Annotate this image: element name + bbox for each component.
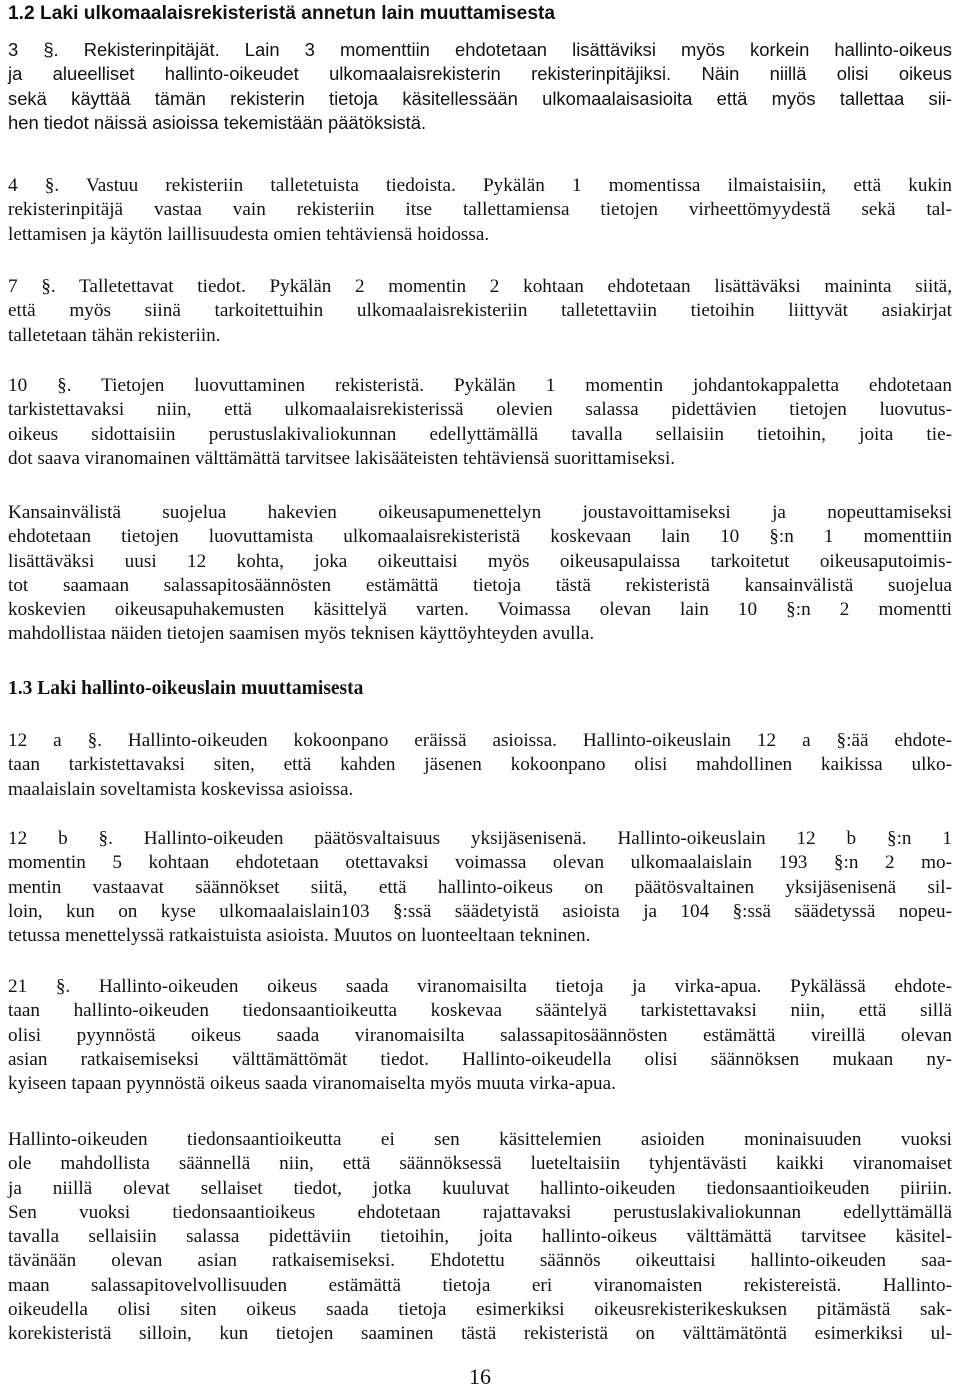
text-line: taan hallinto-oikeuden tiedonsaantioikeutta koskevaa sääntelyä tarkistettavaksi niin, että sillä (8, 1000, 952, 1022)
text-line: ehdotetaan tietojen luovuttamista ulkomaalaisrekisteristä koskevaan lain 10 §:n 1 momenttiin (8, 526, 952, 548)
text-line: 10 §. Tietojen luovuttaminen rekisteristä. Pykälän 1 momentin johdantokappaletta ehdotetaan (8, 375, 952, 396)
paragraph-4 (8, 174, 952, 247)
text-line: 4 §. Vastuu rekisteriin talletetuista tiedoista. Pykälän 1 momentissa ilmaistaisiin, että kukin (8, 175, 952, 196)
text-line: loin, kun on kyse ulkomaalaislain103 §:ssä säädetyistä asioista ja 104 §:ssä säädetyssä nopeu- (8, 900, 952, 922)
text-line: että myös siinä tarkoitettuihin ulkomaalaisrekisteriin talletettaviin tietoihin liittyvät asiakirjat (8, 300, 952, 322)
text-line: hen tiedot näissä asioissa tekemistään päätöksistä. (8, 111, 427, 133)
text-line: tarkistettavaksi niin, että ulkomaalaisrekisterissä olevien salassa pidettävien tietojen luovutus- (8, 399, 952, 421)
paragraph-10 (8, 374, 952, 471)
text-line: tetussa menettelyssä ratkaistuista asioista. Muutos on luonteeltaan tekninen. (8, 925, 591, 947)
text-line: olisi pyynnöstä oikeus saada viranomaisilta salassapitosäännösten estämättä vireillä olevan (8, 1024, 952, 1046)
text-line: sekä käyttää tämän rekisterin tietoja käsitellessään ulkomaalaisasioita että myös tallettaa sii- (8, 87, 952, 109)
page-number: 16 (469, 1364, 491, 1389)
text-line: ja alueelliset hallinto-oikeudet ulkomaalaisrekisterin rekisterinpitäjiksi. Näin niillä olisi oikeus (8, 63, 952, 85)
text-line: taan tarkistettavaksi siten, että kahden jäsenen kokoonpano olisi mahdollinen kaikissa ulko- (8, 754, 952, 776)
text-line: tavalla sellaisiin salassa pidettäviin tietoihin, joita hallinto-oikeus välttämättä tarvitsee käsitel- (8, 1226, 952, 1248)
text-line: maan salassapitovelvollisuuden estämättä tietoja eri viranomaisten rekistereistä. Hallinto- (8, 1274, 952, 1296)
text-line: asian ratkaisemiseksi välttämättömät tiedot. Hallinto-oikeudella olisi säännöksen mukaan ny- (8, 1048, 952, 1070)
section-heading-1-3: 1.3 Laki hallinto-oikeuslain muuttamisesta (8, 678, 364, 699)
paragraph-information-access (8, 1128, 952, 1347)
text-line: mahdollistaa näiden tietojen saamisen myös teknisen käyttöyhteyden avulla. (8, 623, 595, 645)
text-line: tävänään olevan asian ratkaisemiseksi. Ehdotettu säännös oikeuttaisi hallinto-oikeuden saa- (8, 1250, 952, 1272)
paragraph-21 (8, 975, 952, 1096)
text-line: mentin vastaavat säännökset siitä, että hallinto-oikeus on päätösvaltainen yksijäsenisenä sil- (8, 876, 952, 898)
text-line: maalaislain soveltamista koskevissa asioissa. (8, 778, 354, 800)
text-line: rekisterinpitäjä vastaa vain rekisteriin itse tallettamiensa tietojen virheettömyydestä sekä tal- (8, 199, 952, 221)
text-line: Hallinto-oikeuden tiedonsaantioikeutta ei sen käsittelemien asioiden moninaisuuden vuoksi (8, 1129, 952, 1150)
paragraph-12a (8, 729, 952, 802)
text-line: talletetaan tähän rekisteriin. (8, 324, 221, 346)
text-line: 3 §. Rekisterinpitäjät. Lain 3 momenttiin ehdotetaan lisättäviksi myös korkein hallinto-oikeus (8, 39, 952, 60)
text-line: oikeudella olisi siten oikeus saada tietoja esimerkiksi oikeusrekisterikeskuksen pitämästä sak- (8, 1299, 952, 1321)
text-line: oikeus sidottaisiin perustuslakivaliokunnan edellyttämällä tavalla sellaisiin tietoihin, joita tie- (8, 423, 952, 445)
text-line: 7 §. Talletettavat tiedot. Pykälän 2 momentin 2 kohtaan ehdotetaan lisättäväksi maininta siitä, (8, 276, 952, 297)
text-line: tot saamaan salassapitosäännösten estämättä tietoja tästä rekisteristä kansainvälistä suojelua (8, 574, 952, 596)
text-line: lettamisen ja käytön laillisuudesta omien tehtäviensä hoidossa. (8, 223, 490, 245)
text-line: ole mahdollista säännellä niin, että säännöksessä lueteltaisiin tyhjentävästi kaikki viranomaiset (8, 1153, 952, 1175)
text-line: kyiseen tapaan pyynnöstä oikeus saada viranomaiselta myös muuta virka-apua. (8, 1073, 616, 1095)
text-line: korekisteristä silloin, kun tietojen saaminen tästä rekisteristä on välttämätöntä esimerkiksi ul- (8, 1323, 952, 1345)
text-line: 12 b §. Hallinto-oikeuden päätösvaltaisuus yksijäsenisenä. Hallinto-oikeuslain 12 b §:n 1 (8, 828, 952, 849)
text-line: dot saava viranomainen välttämättä tarvitsee lakisääteisten tehtäviensä suorittamiseksi. (8, 447, 676, 469)
text-line: lisättäväksi uusi 12 kohta, joka oikeuttaisi myös oikeusapulaissa tarkoitetut oikeusaputoimis- (8, 550, 952, 572)
section-1-3 (8, 677, 952, 701)
section-heading-1-2: 1.2 Laki ulkomaalaisrekisteristä annetun lain muuttamisesta (8, 3, 556, 24)
text-line: 12 a §. Hallinto-oikeuden kokoonpano eräissä asioissa. Hallinto-oikeuslain 12 a §:ää ehdote- (8, 730, 952, 751)
paragraph-7 (8, 275, 952, 348)
text-line: ja niillä olevat sellaiset tiedot, jotka kuuluvat hallinto-oikeuden tiedonsaantioikeuden piiriin. (8, 1177, 952, 1199)
text-line: koskevien oikeusapuhakemusten käsittelyä varten. Voimassa olevan lain 10 §:n 2 momentti (8, 599, 952, 621)
paragraph-international-protection (8, 501, 952, 647)
paragraph-12b (8, 827, 952, 948)
paragraph-3 (8, 38, 952, 135)
text-line: Sen vuoksi tiedonsaantioikeus ehdotetaan rajattavaksi perustuslakivaliokunnan edellyttämällä (8, 1201, 952, 1223)
text-line: Kansainvälistä suojelua hakevien oikeusapumenettelyn joustavoittamiseksi ja nopeuttamiseksi (8, 502, 952, 523)
section-1-2 (8, 2, 952, 26)
text-line: momentin 5 kohtaan ehdotetaan otettavaksi voimassa olevan ulkomaalaislain 193 §:n 2 mo- (8, 852, 952, 874)
text-line: 21 §. Hallinto-oikeuden oikeus saada viranomaisilta tietoja ja virka-apua. Pykälässä ehdote- (8, 976, 952, 997)
